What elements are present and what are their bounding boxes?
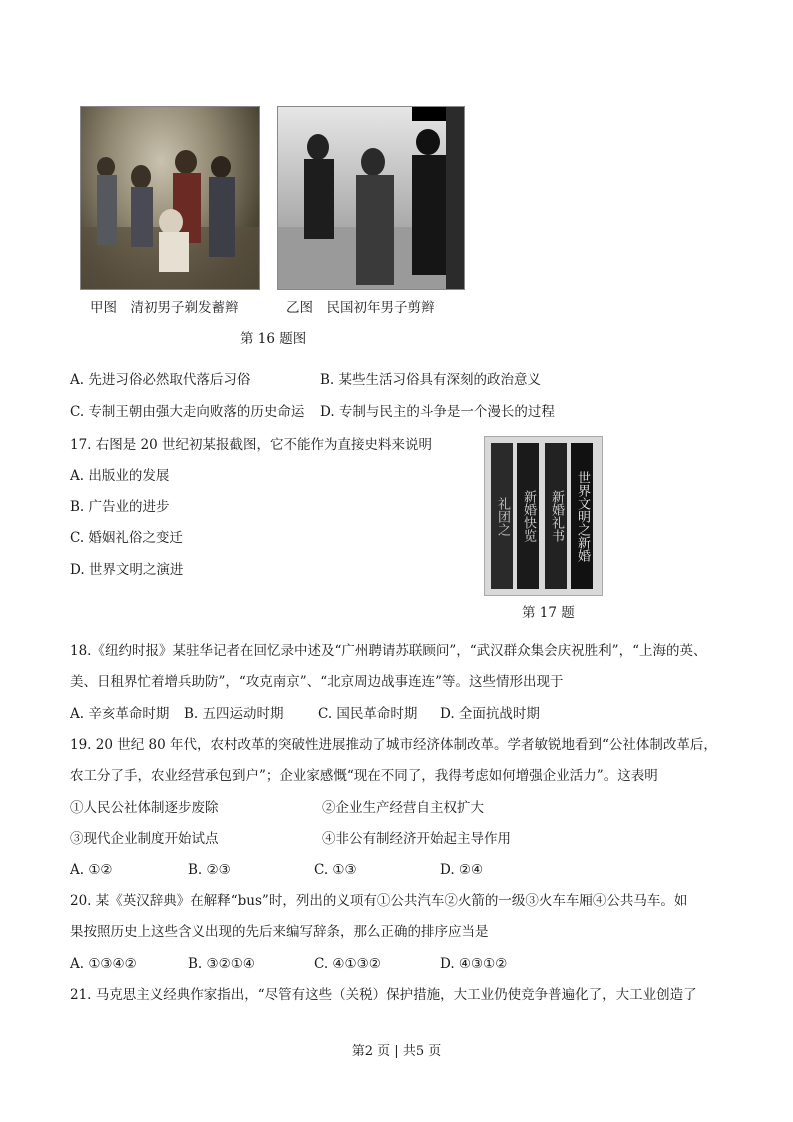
q21-stem-line1: 21. 马克思主义经典作家指出，“尽管有这些（关税）保护措施，大工业仍使竞争普遍化了，大工业创造了	[70, 987, 697, 1003]
q18-option-d: D. 全面抗战时期	[440, 706, 540, 722]
q20-stem-line1: 20. 某《英汉辞典》在解释“bus”时，列出的义项有①公共汽车②火箭的一级③火车车厢④公共马车。如	[70, 893, 688, 909]
q19-option-c: C. ①③	[314, 862, 357, 878]
figure-16-left-caption: 甲图 清初男子剃发蓄辫	[90, 300, 239, 316]
q19-stem-line2: 农工分了手，农业经营承包到户”；企业家感慨“现在不同了，我得考虑如何增强企业活力”。这表明	[70, 768, 658, 784]
q16-option-a: A. 先进习俗必然取代落后习俗	[70, 372, 251, 388]
q18-stem-line1: 18.《纽约时报》某驻华记者在回忆录中述及“广州聘请苏联顾问”，“武汉群众集会庆祝胜利”，“上海的英、	[70, 643, 707, 659]
q16-option-d: D. 专制与民主的斗争是一个漫长的过程	[320, 404, 555, 420]
q16-option-b: B. 某些生活习俗具有深刻的政治意义	[320, 372, 542, 388]
q16-option-c: C. 专制王朝由强大走向败落的历史命运	[70, 404, 305, 420]
q18-stem-line2: 美、日租界忙着增兵助防”，“攻克南京”、“北京周边战事连连”等。这些情形出现于	[70, 674, 564, 690]
q19-statement-1: ①人民公社体制逐步废除	[70, 800, 219, 816]
q20-option-c: C. ④①③②	[314, 956, 381, 972]
q19-statement-3: ③现代企业制度开始试点	[70, 831, 219, 847]
newspaper-col-2: 新婚礼书	[545, 443, 567, 589]
q17-option-a: A. 出版业的发展	[70, 468, 170, 484]
q19-stem-line1: 19. 20 世纪 80 年代，农村改革的突破性进展推动了城市经济体制改革。学者敏锐地看到“公社体制改革后，	[70, 737, 717, 753]
q19-option-a: A. ①②	[70, 862, 113, 878]
page-footer: 第2 页 | 共5 页	[351, 1044, 442, 1059]
q20-option-a: A. ①③④②	[70, 956, 137, 972]
q20-option-d: D. ④③①②	[440, 956, 508, 972]
q17-option-b: B. 广告业的进步	[70, 499, 170, 515]
q17-stem: 17. 右图是 20 世纪初某报截图，它不能作为直接史料来说明	[70, 437, 433, 453]
q20-option-b: B. ③②①④	[188, 956, 255, 972]
q18-option-c: C. 国民革命时期	[318, 706, 418, 722]
photo-figures	[278, 107, 464, 289]
painting-figures	[81, 107, 259, 289]
q20-stem-line2: 果按照历史上这些含义出现的先后来编写辞条，那么正确的排序应当是	[70, 924, 489, 940]
figure-16-label: 第 16 题图	[240, 331, 307, 347]
q19-statement-4: ④非公有制经济开始起主导作用	[322, 831, 511, 847]
q18-option-a: A. 辛亥革命时期	[70, 706, 170, 722]
figure-16-right-photo	[277, 106, 465, 290]
newspaper-col-3: 新婚快览	[517, 443, 539, 589]
figure-16-left-painting	[80, 106, 260, 290]
figure-16-right-caption: 乙图 民国初年男子剪辫	[286, 300, 435, 316]
q19-option-d: D. ②④	[440, 862, 484, 878]
newspaper-col-1: 世界文明之新婚	[571, 443, 593, 589]
figure-17-label: 第 17 题	[522, 605, 575, 621]
q19-statement-2: ②企业生产经营自主权扩大	[322, 800, 484, 816]
figure-17-newspaper-clip	[484, 436, 603, 596]
newspaper-col-4: 礼团之	[491, 443, 513, 589]
q17-option-c: C. 婚姻礼俗之变迁	[70, 530, 183, 546]
q17-option-d: D. 世界文明之演进	[70, 562, 184, 578]
q18-option-b: B. 五四运动时期	[184, 706, 284, 722]
q19-option-b: B. ②③	[188, 862, 231, 878]
